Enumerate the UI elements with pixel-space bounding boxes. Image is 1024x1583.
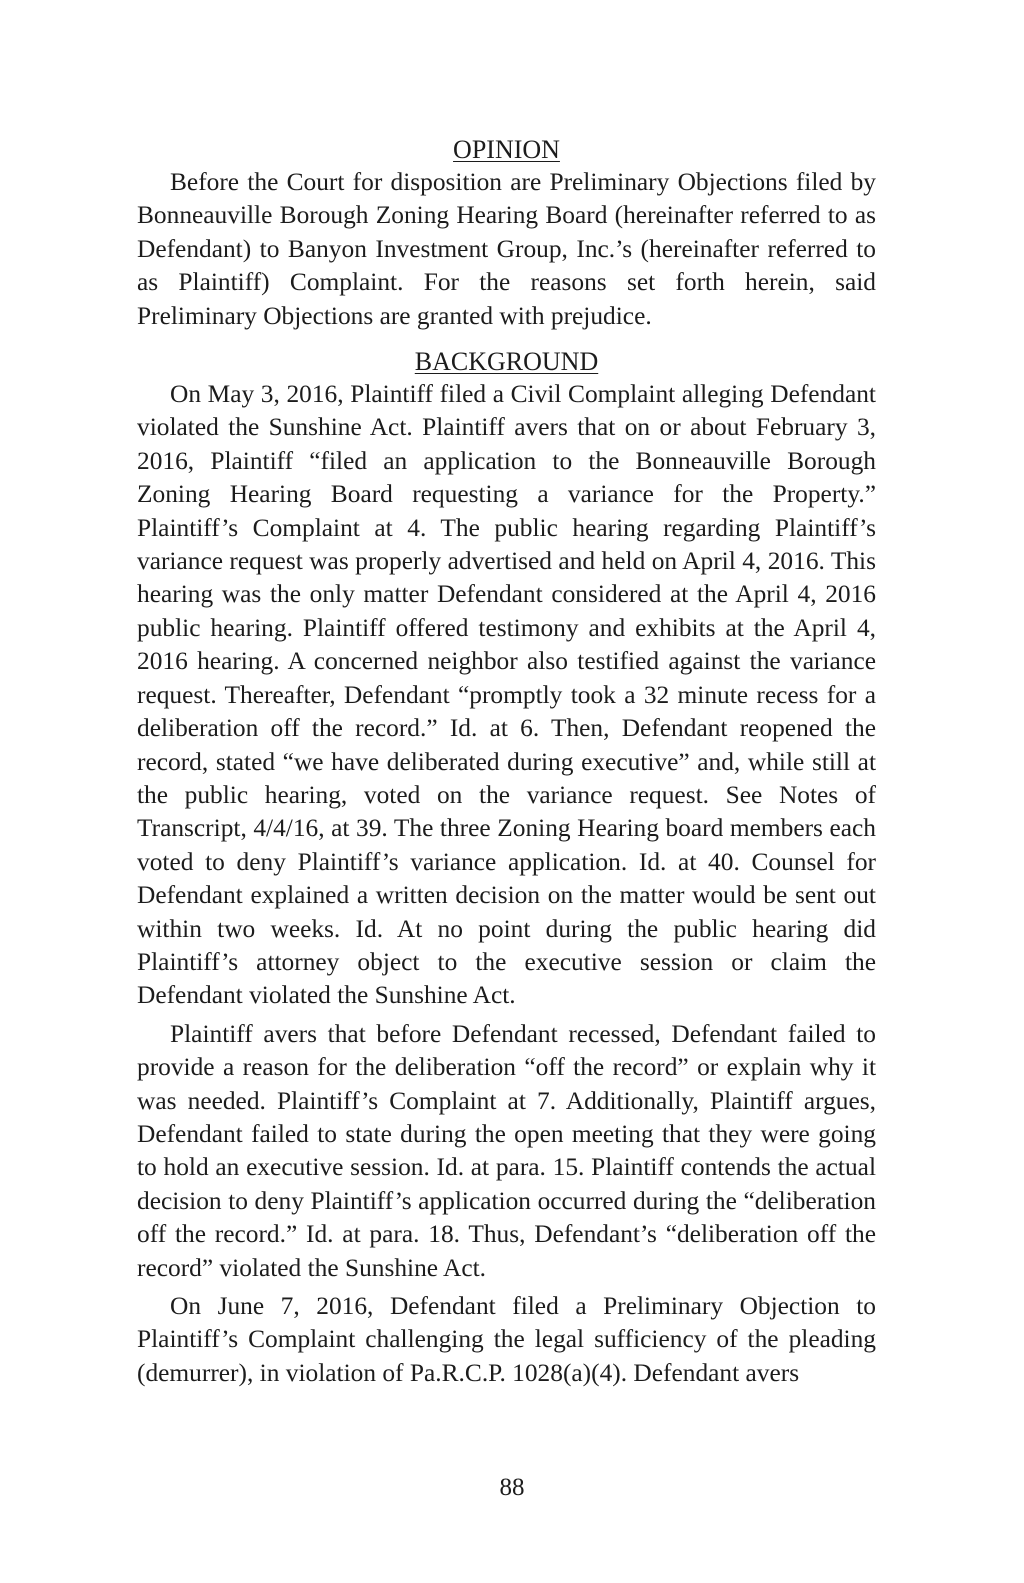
opinion-heading: OPINION: [453, 135, 560, 164]
background-paragraph-1: On May 3, 2016, Plaintiff filed a Civil Complaint alleging Defendant violated the Sunshine Act. Plaintiff avers that on or about February 3, 2016, Plaintiff “filed an application to the Bonneauville Borough Zoning Hearing Board requesting a variance for the Property.” Plaintiff’s Complaint at 4. The public hearing regarding Plaintiff’s variance request was properly advertised and held on April 4, 2016. This hearing was the only matter Defendant considered at the April 4, 2016 public hearing. Plaintiff offered testimony and exhibits at the April 4, 2016 hearing. A concerned neighbor also testified against the variance request. Thereafter, Defendant “promptly took a 32 minute recess for a deliberation off the record.” Id. at 6. Then, Defendant reopened the record, stated “we have deliberated during executive” and, while still at the public hearing, voted on the variance request. See Notes of Transcript, 4/4/16, at 39. The three Zoning Hearing board members each voted to deny Plaintiff’s variance application. Id. at 40. Counsel for Defendant explained a written decision on the matter would be sent out within two weeks. Id. At no point during the public hearing did Plaintiff’s attorney object to the executive session or claim the Defendant violated the Sunshine Act.: [137, 380, 876, 1010]
background-paragraph-2: Plaintiff avers that before Defendant recessed, Defendant failed to provide a reason for the deliberation “off the record” or explain why it was needed. Plaintiff’s Complaint at 7. Additionally, Plaintiff argues, Defendant failed to state during the open meeting that they were going to hold an executive session. Id. at para. 15. Plaintiff contends the actual decision to deny Plaintiff’s application occurred during the “deliberation off the record.” Id. at para. 18. Thus, Defendant’s “deliberation off the record” violated the Sunshine Act.: [137, 1019, 876, 1282]
background-paragraph-3: On June 7, 2016, Defendant filed a Preliminary Objection to Plaintiff’s Complaint challenging the legal sufficiency of the pleading (demurrer), in violation of Pa.R.C.P. 1028(a)(4). Defendant avers: [137, 1292, 876, 1387]
page-number: 88: [499, 1474, 525, 1501]
opinion-paragraph: Before the Court for disposition are Preliminary Objections filed by Bonneauville Borough Zoning Hearing Board (hereinafter referred to as Defendant) to Banyon Investment Group, Inc.’s (hereinafter referred to as Plaintiff) Complaint. For the reasons set forth herein, said Preliminary Objections are granted with prejudice.: [137, 168, 876, 330]
document-page: [137, 133, 876, 1390]
background-heading: BACKGROUND: [414, 347, 599, 377]
